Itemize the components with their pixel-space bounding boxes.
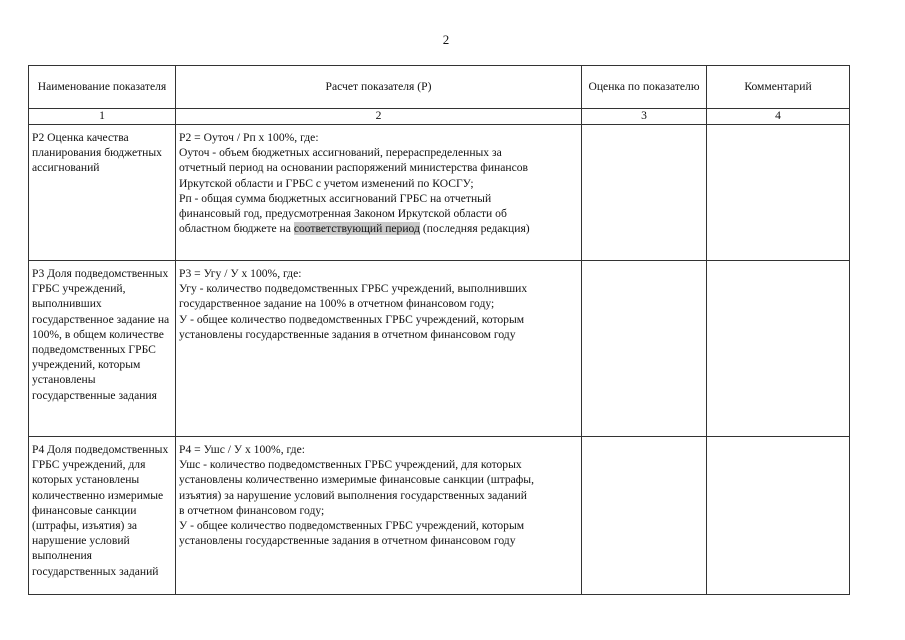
header-indicator-name: Наименование показателя [29,66,176,109]
table-header-row [29,66,850,109]
column-number-row [29,109,850,125]
table-row [29,261,850,437]
calc-line: Оуточ - объем бюджетных ассигнований, перераспределенных за [179,146,502,160]
calc-line: Р2 = Оуточ / Рп х 100%, где: [179,131,319,144]
calc-line: Иркутской области и ГРБС с учетом изменений по КОСГУ; [179,176,474,190]
header-calculation: Расчет показателя (Р) [176,66,582,109]
indicator-name-cell: Р3 Доля подведомственных ГРБС учреждений, выполнивших государственное задание на 100%, в общем количестве подведомственных ГРБС учреждений, которым установлены государственные задания [29,261,176,437]
table-row [29,125,850,261]
calculation-cell [176,261,582,437]
header-comment: Комментарий [707,66,850,109]
comment-cell [707,125,850,261]
calc-line: установлены государственные задания в отчетном финансовом году [179,534,516,548]
column-number: 4 [707,109,850,125]
score-cell [582,261,707,437]
calc-line: отчетный период на основании распоряжений министерства финансов [179,161,529,175]
comment-cell [707,261,850,437]
calc-line: установлены государственные задания в отчетном финансовом году [179,327,516,341]
calc-line-last [179,221,578,236]
calc-line: изъятия) за нарушение условий выполнения государственных заданий [179,488,527,502]
indicator-name-cell: Р4 Доля подведомственных ГРБС учреждений, для которых установлены количественно измеримые финансовые санкции (штрафы, изъятия) за нарушение условий выполнения государственных заданий [29,437,176,595]
calc-line: финансовый год, предусмотренная Законом Иркутской области об [179,207,507,221]
comment-cell [707,437,850,595]
score-cell [582,125,707,261]
score-cell [582,437,707,595]
calc-line: Ушс - количество подведомственных ГРБС учреждений, для которых [179,458,522,472]
column-number: 3 [582,109,707,125]
highlighted-text: соответствующий период [293,222,420,236]
calc-text: (последняя редакция) [419,222,530,236]
column-number: 1 [29,109,176,125]
calc-line: Рп - общая сумма бюджетных ассигнований ГРБС на отчетный [179,191,492,205]
calc-line: Р3 = Угу / У х 100%, где: [179,267,302,280]
calc-line: в отчетном финансовом году; [179,503,325,517]
calc-line: У - общее количество подведомственных ГРБС учреждений, которым [179,312,525,326]
calc-text: областном бюджете на [179,222,294,236]
calc-line: Угу - количество подведомственных ГРБС учреждений, выполнивших [179,282,528,296]
calc-line: Р4 = Ушс / У х 100%, где: [179,443,305,456]
calculation-cell [176,437,582,595]
table-row [29,437,850,595]
header-score: Оценка по показателю [582,66,707,109]
column-number: 2 [176,109,582,125]
calculation-cell [176,125,582,261]
indicator-name-cell: Р2 Оценка качества планирования бюджетных ассигнований [29,125,176,261]
indicators-table [28,65,850,595]
calc-line: государственное задание на 100% в отчетном финансовом году; [179,297,495,311]
calc-line: установлены количественно измеримые финансовые санкции (штрафы, [179,473,534,487]
calc-line: У - общее количество подведомственных ГРБС учреждений, которым [179,519,525,533]
page-number: 2 [442,32,450,47]
